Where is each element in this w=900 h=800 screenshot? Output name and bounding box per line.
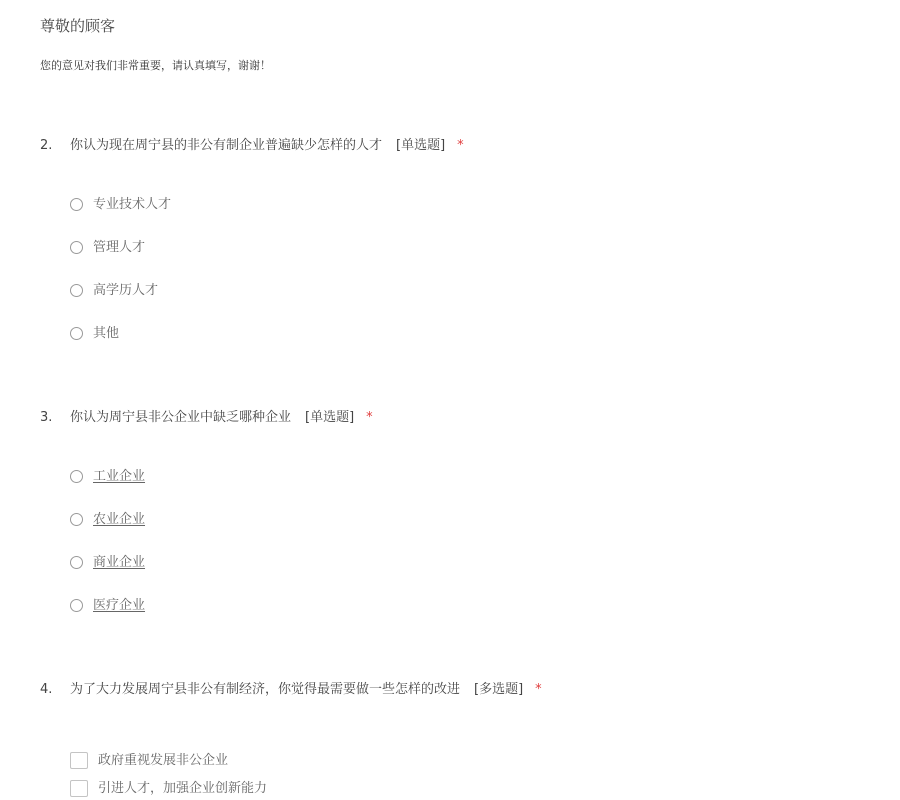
option-label[interactable]: 管理人才 (93, 240, 146, 255)
greeting-title: 尊敬的顾客 (40, 17, 116, 35)
option-label[interactable]: 其他 (93, 326, 120, 341)
question-number: 2. (40, 138, 53, 153)
question-4 (40, 680, 880, 796)
question-text: 你认为周宁县非公企业中缺乏哪种企业 (70, 410, 292, 425)
radio-button[interactable] (70, 556, 83, 569)
required-mark: * (366, 410, 373, 425)
question-text: 你认为现在周宁县的非公有制企业普遍缺少怎样的人才 (70, 138, 383, 153)
question-type: [单选题] (305, 410, 355, 425)
radio-button[interactable] (70, 470, 83, 483)
option-label[interactable]: 政府重视发展非公企业 (98, 753, 229, 768)
question-header (40, 680, 880, 700)
radio-button[interactable] (70, 599, 83, 612)
checkbox[interactable] (70, 780, 88, 797)
question-text-wrapper (70, 408, 373, 428)
option-label[interactable]: 农业企业 (93, 512, 146, 527)
radio-button[interactable] (70, 327, 83, 340)
radio-button[interactable] (70, 513, 83, 526)
option-label[interactable]: 工业企业 (93, 469, 146, 484)
question-type: [单选题] (396, 138, 446, 153)
option-label[interactable]: 专业技术人才 (93, 197, 172, 212)
checkbox[interactable] (70, 752, 88, 769)
question-text-wrapper (70, 136, 464, 156)
question-number: 3. (40, 410, 53, 425)
question-text: 为了大力发展周宁县非公有制经济，你觉得最需要做一些怎样的改进 (70, 682, 461, 697)
option-label[interactable]: 高学历人才 (93, 283, 159, 298)
question-2 (40, 136, 880, 341)
required-mark: * (457, 138, 464, 153)
radio-button[interactable] (70, 198, 83, 211)
question-header (40, 408, 880, 428)
question-type: [多选题] (474, 682, 524, 697)
radio-button[interactable] (70, 241, 83, 254)
required-mark: * (535, 682, 542, 697)
question-text-wrapper (70, 680, 542, 700)
option-label[interactable]: 引进人才，加强企业创新能力 (98, 781, 268, 796)
option-label[interactable]: 医疗企业 (93, 598, 146, 613)
greeting-subtitle: 您的意见对我们非常重要，请认真填写，谢谢！ (40, 59, 271, 72)
question-number: 4. (40, 682, 53, 697)
question-3 (40, 408, 880, 613)
radio-button[interactable] (70, 284, 83, 297)
question-header (40, 136, 880, 156)
option-label[interactable]: 商业企业 (93, 555, 146, 570)
